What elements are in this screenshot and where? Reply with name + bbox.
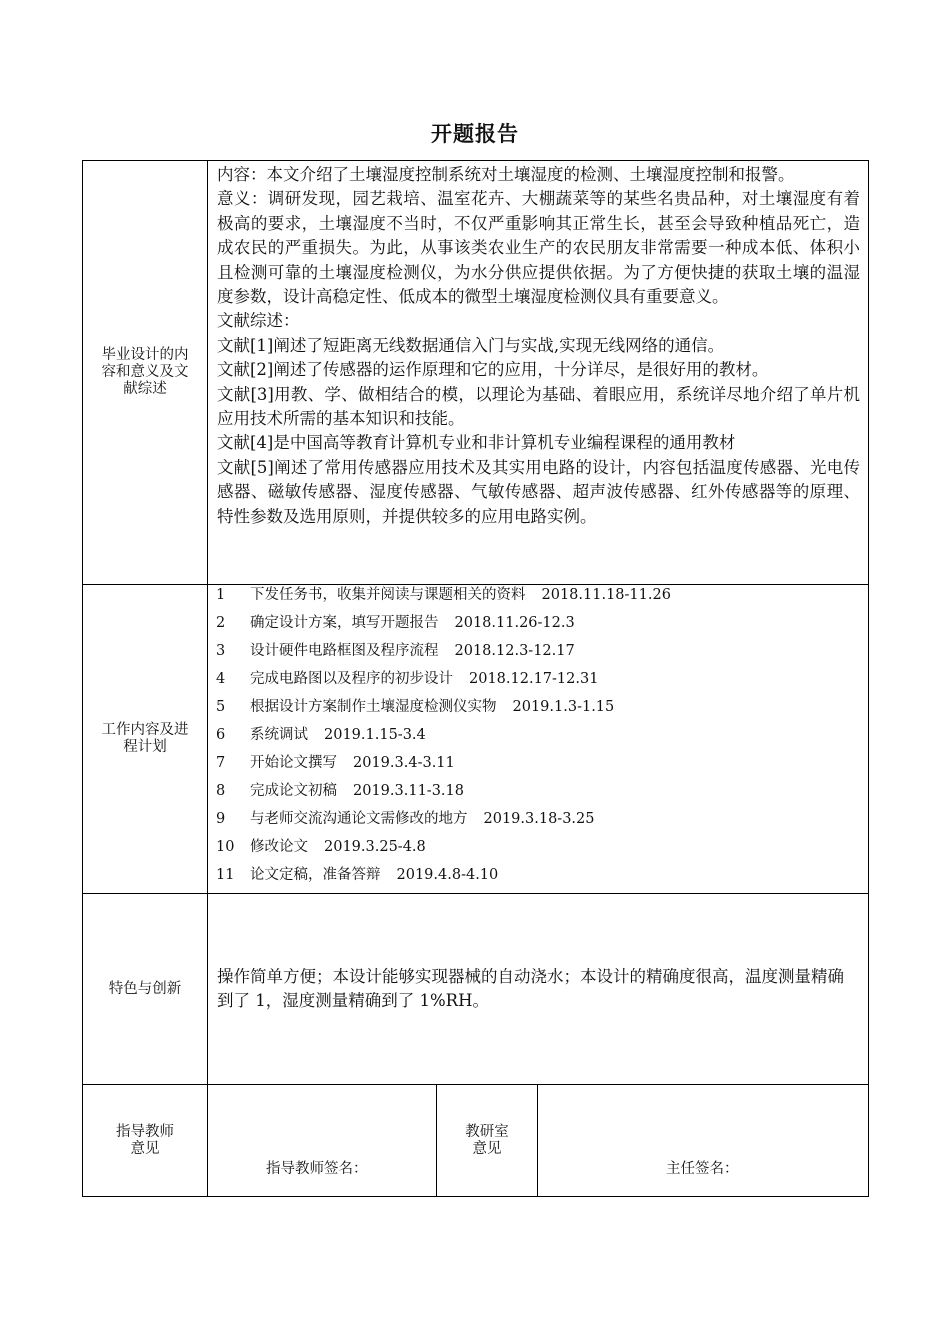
plan-number: 8 (216, 783, 226, 799)
label-features: 特色与创新 (83, 894, 208, 1085)
plan-item (216, 725, 860, 753)
plan-item (216, 669, 860, 697)
plan-task: 开始论文撰写 (250, 755, 337, 771)
page-title: 开题报告 (431, 122, 519, 146)
plan-number: 10 (216, 839, 235, 855)
label-line: 献综述 (123, 381, 167, 397)
label-line: 指导教师 (116, 1123, 174, 1140)
label-line: 意见 (130, 1140, 160, 1157)
plan-task: 根据设计方案制作土壤湿度检测仪实物 (250, 699, 497, 715)
plan-task: 完成电路图以及程序的初步设计 (250, 671, 453, 687)
plan-date: 2019.1.3-1.15 (512, 699, 615, 715)
paragraph-reference-2: 文献[2]阐述了传感器的运作原理和它的应用，十分详尽，是很好用的教材。 (217, 360, 769, 380)
label-line: 教研室 (465, 1123, 509, 1140)
plan-task: 系统调试 (250, 727, 308, 743)
row-features (83, 894, 869, 1085)
plan-date: 2019.3.4-3.11 (353, 755, 455, 771)
dept-opinion-cell[interactable] (538, 1085, 869, 1197)
plan-task: 确定设计方案，填写开题报告 (250, 615, 439, 631)
label-work-plan (83, 585, 208, 894)
plan-item (216, 697, 860, 725)
label-line: 容和意义及文 (101, 364, 189, 380)
plan-item (216, 837, 860, 865)
plan-item (216, 809, 860, 837)
work-plan-list (208, 585, 869, 894)
plan-number: 5 (216, 699, 226, 715)
label-dept-opinion (437, 1085, 538, 1197)
paragraph-reference-1: 文献[1]阐述了短距离无线数据通信入门与实战,实现无线网络的通信。 (217, 335, 725, 355)
plan-item (216, 753, 860, 781)
row-work-plan (83, 585, 869, 894)
label-advisor-opinion (83, 1085, 208, 1197)
plan-date: 2018.11.26-12.3 (454, 615, 575, 631)
paragraph-content: 内容：本文介绍了土壤湿度控制系统对土壤湿度的检测、土壤湿度控制和报警。 (217, 165, 795, 184)
plan-item (216, 865, 860, 893)
paragraph-reference-4: 文献[4]是中国高等教育计算机专业和非计算机专业编程课程的通用教材 (217, 433, 736, 453)
plan-date: 2019.3.25-4.8 (324, 839, 426, 855)
label-line: 工作内容及进 (101, 722, 189, 738)
content-significance-text (208, 161, 869, 585)
plan-item (216, 585, 860, 613)
features-text: 操作简单方便；本设计能够实现器械的自动浇水；本设计的精确度很高，温度测量精确到了 1，湿度测量精确到了 1%RH。 (208, 894, 869, 1085)
plan-task: 设计硬件电路框图及程序流程 (250, 643, 439, 659)
label-line: 毕业设计的内 (101, 347, 189, 363)
plan-task: 修改论文 (250, 839, 308, 855)
plan-date: 2019.1.15-3.4 (324, 727, 426, 743)
row-opinions (83, 1085, 869, 1197)
plan-task: 与老师交流沟通论文需修改的地方 (250, 811, 468, 827)
paragraph-significance: 意义：调研发现，园艺栽培、温室花卉、大棚蔬菜等的某些名贵品种，对土壤湿度有着极高的要求，土壤湿度不当时，不仅严重影响其正常生长，甚至会导致种植品死亡，造成农民的严重损失。为此，从事该类农业生产的农民朋友非常需要一种成本低、体积小且检测可靠的土壤湿度检测仪，为水分供应提供依据。为了方便快捷的获取土壤的温湿度参数，设计高稳定性、低成本的微型土壤湿度检测仪具有重要意义。 (217, 189, 860, 307)
plan-number: 1 (216, 587, 226, 603)
plan-task: 下发任务书，收集并阅读与课题相关的资料 (250, 587, 526, 603)
advisor-opinion-cell[interactable] (208, 1085, 437, 1197)
plan-number: 11 (216, 867, 235, 883)
director-signature-label: 主任签名： (666, 1161, 739, 1177)
plan-item (216, 641, 860, 669)
plan-number: 3 (216, 643, 226, 659)
plan-date: 2018.12.3-12.17 (454, 643, 575, 659)
plan-date: 2018.11.18-11.26 (541, 587, 671, 603)
plan-date: 2019.4.8-4.10 (396, 867, 499, 883)
plan-task: 论文定稿，准备答辩 (250, 867, 381, 883)
plan-date: 2019.3.11-3.18 (353, 783, 464, 799)
advisor-signature-label: 指导教师签名： (266, 1161, 368, 1177)
plan-date: 2018.12.17-12.31 (469, 671, 599, 687)
plan-task: 完成论文初稿 (250, 783, 337, 799)
label-line: 意见 (472, 1140, 502, 1157)
plan-date: 2019.3.18-3.25 (483, 811, 595, 827)
label-line: 程计划 (123, 739, 167, 755)
plan-item (216, 613, 860, 641)
plan-number: 7 (216, 755, 226, 771)
paragraph-reference-3: 文献[3]用教、学、做相结合的模，以理论为基础、着眼应用，系统详尽地介绍了单片机应用技术所需的基本知识和技能。 (217, 384, 860, 429)
plan-item (216, 781, 860, 809)
plan-number: 6 (216, 727, 226, 743)
report-table (82, 160, 869, 1197)
row-content-significance (83, 161, 869, 585)
plan-number: 4 (216, 671, 226, 687)
plan-number: 2 (216, 615, 226, 631)
label-content-significance (83, 161, 208, 585)
paragraph-reference-5: 文献[5]阐述了常用传感器应用技术及其实用电路的设计，内容包括温度传感器、光电传感器、磁敏传感器、湿度传感器、气敏传感器、超声波传感器、红外传感器等的原理、特性参数及选用原则，并提供较多的应用电路实例。 (217, 457, 860, 526)
paragraph-review-heading: 文献综述： (217, 311, 300, 331)
plan-number: 9 (216, 811, 226, 827)
